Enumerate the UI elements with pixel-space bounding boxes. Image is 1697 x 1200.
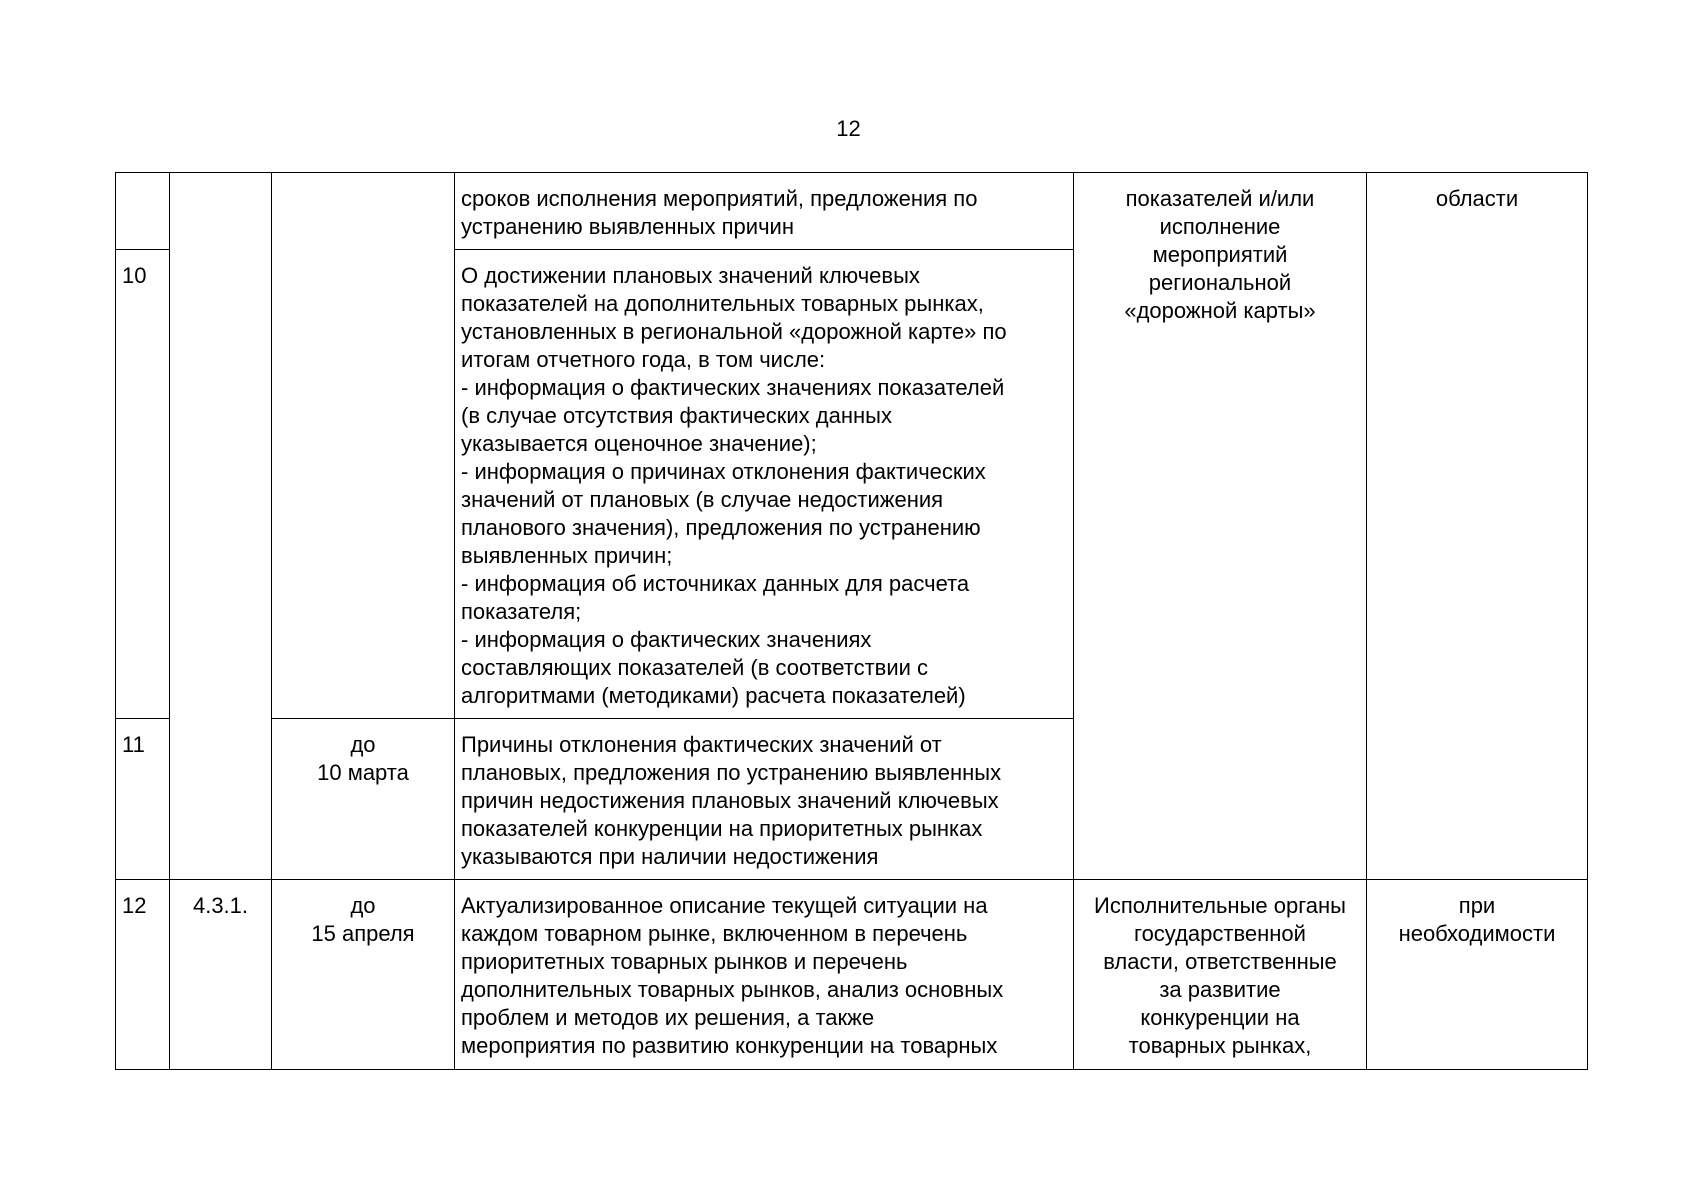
note-line: области: [1435, 186, 1519, 211]
content-line: дополнительных товарных рынков, анализ основных: [461, 977, 1004, 1002]
responsible-line: региональной: [1148, 270, 1292, 295]
content-cell: [455, 173, 1074, 250]
content-line: (в случае отсутствия фактических данных: [461, 403, 892, 428]
date-line: до: [350, 893, 376, 918]
table-row: [116, 880, 1588, 1070]
responsible-line: конкуренции на: [1140, 1005, 1300, 1030]
content-line: указывается оценочное значение);: [461, 431, 817, 456]
content-line: - информация о фактических значениях показателей: [461, 375, 1005, 400]
content-line: показателя;: [461, 599, 582, 624]
responsible-line: мероприятий: [1152, 242, 1288, 267]
content-cell: [455, 880, 1074, 1070]
date-line: 10 марта: [317, 760, 409, 785]
responsible-line: товарных рынках,: [1128, 1033, 1312, 1058]
content-line: мероприятия по развитию конкуренции на товарных: [461, 1033, 998, 1058]
content-line: указываются при наличии недостижения: [461, 844, 879, 869]
row-number-cell: 11: [116, 719, 170, 880]
responsible-line: исполнение: [1159, 214, 1281, 239]
content-line: алгоритмами (методиками) расчета показателей): [461, 683, 966, 708]
row-number-cell: [116, 173, 170, 250]
content-line: значений от плановых (в случае недостижения: [461, 487, 944, 512]
responsible-line: показателей и/или: [1125, 186, 1315, 211]
content-line: Причины отклонения фактических значений от: [461, 732, 942, 757]
content-line: приоритетных товарных рынков и перечень: [461, 949, 908, 974]
document-table: [115, 172, 1588, 1070]
content-cell: [455, 250, 1074, 719]
date-cell: [272, 173, 455, 719]
content-line: показателей на дополнительных товарных рынках,: [461, 291, 984, 316]
row-number-cell: 10: [116, 250, 170, 719]
responsible-cell: [1074, 173, 1367, 880]
section-cell: 4.3.1.: [170, 880, 272, 1070]
responsible-line: «дорожной карты»: [1124, 298, 1316, 323]
content-line: составляющих показателей (в соответствии с: [461, 655, 929, 680]
responsible-cell: [1074, 880, 1367, 1070]
responsible-line: Исполнительные органы: [1094, 893, 1346, 918]
content-line: сроков исполнения мероприятий, предложения по устранению выявленных причин: [461, 186, 978, 239]
responsible-line: власти, ответственные: [1103, 949, 1337, 974]
content-line: показателей конкуренции на приоритетных рынках: [461, 816, 983, 841]
row-number-cell: 12: [116, 880, 170, 1070]
content-line: выявленных причин;: [461, 543, 673, 568]
date-line: 15 апреля: [311, 921, 415, 946]
responsible-line: государственной: [1134, 921, 1306, 946]
responsible-line: за развитие: [1159, 977, 1281, 1002]
content-line: - информация об источниках данных для расчета: [461, 571, 970, 596]
content-line: - информация о причинах отклонения фактических: [461, 459, 986, 484]
content-line: плановых, предложения по устранению выявленных: [461, 760, 1002, 785]
content-line: причин недостижения плановых значений ключевых: [461, 788, 999, 813]
content-line: установленных в региональной «дорожной карте» по: [461, 319, 1007, 344]
content-line: Актуализированное описание текущей ситуации на: [461, 893, 988, 918]
note-cell: [1367, 173, 1588, 880]
note-line: необходимости: [1398, 921, 1556, 946]
table-row: [116, 173, 1588, 250]
content-line: итогам отчетного года, в том числе:: [461, 347, 826, 372]
content-line: каждом товарном рынке, включенном в перечень: [461, 921, 968, 946]
note-line: при: [1458, 893, 1496, 918]
content-line: О достижении плановых значений ключевых: [461, 263, 920, 288]
section-cell: [170, 173, 272, 880]
date-cell: [272, 880, 455, 1070]
page-number: 12: [836, 116, 861, 141]
content-line: планового значения), предложения по устранению: [461, 515, 981, 540]
note-cell: [1367, 880, 1588, 1070]
date-cell: [272, 719, 455, 880]
content-line: проблем и методов их решения, а также: [461, 1005, 875, 1030]
content-line: - информация о фактических значениях: [461, 627, 872, 652]
date-line: до: [350, 732, 376, 757]
content-cell: [455, 719, 1074, 880]
